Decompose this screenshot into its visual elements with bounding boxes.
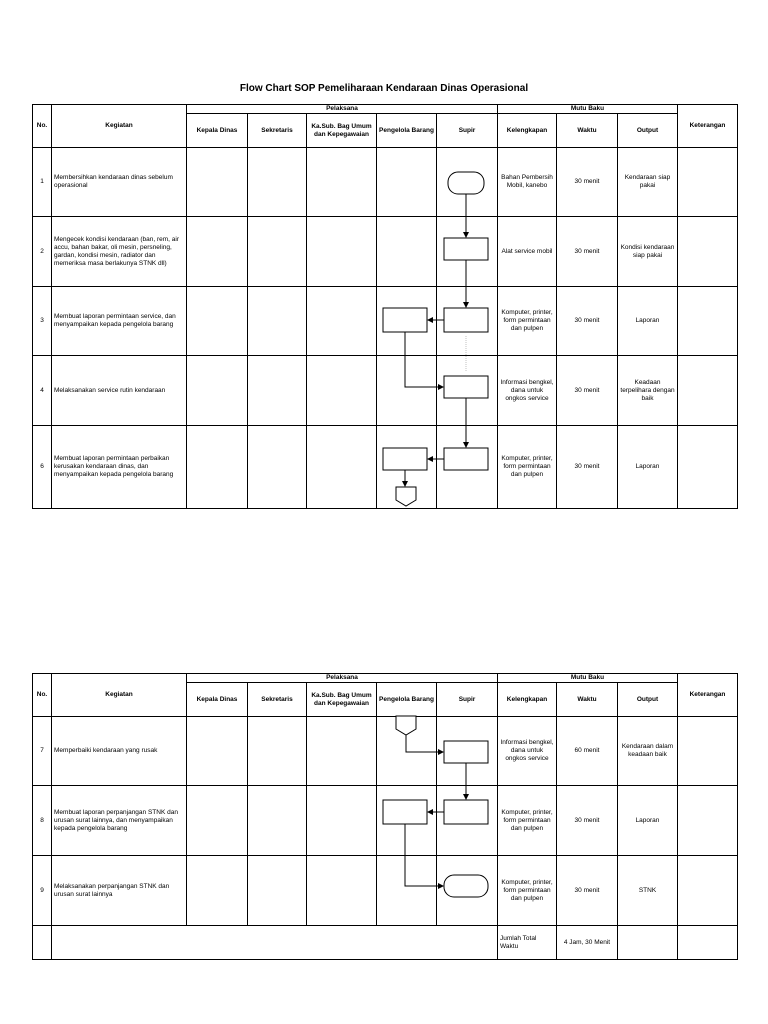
row-kegiatan: Memperbaiki kendaraan yang rusak (52, 717, 187, 786)
row-no: 1 (33, 148, 52, 217)
total-value: 4 Jam, 30 Menit (557, 926, 618, 960)
table-row (33, 287, 738, 356)
table-row (33, 786, 738, 856)
row-no: 4 (33, 356, 52, 426)
row-kelengkapan: Alat service mobil (498, 217, 557, 287)
header-sekretaris: Sekretaris (248, 114, 307, 148)
row-waktu: 30 menit (557, 356, 618, 426)
row-no: 9 (33, 856, 52, 926)
row-output: Keadaan terpelihara dengan baik (618, 356, 678, 426)
row-output: Kendaraan dalam keadaan baik (618, 717, 678, 786)
header-kepala-dinas: Kepala Dinas (187, 683, 248, 717)
row-waktu: 60 menit (557, 717, 618, 786)
page-title: Flow Chart SOP Pemeliharaan Kendaraan Dinas Operasional (239, 83, 529, 94)
row-no: 2 (33, 217, 52, 287)
table-row (33, 717, 738, 786)
header-pengelola: Pengelola Barang (377, 114, 437, 148)
row-output: Laporan (618, 426, 678, 509)
header-pelaksana: Pelaksana (187, 105, 498, 114)
header-pelaksana: Pelaksana (187, 674, 498, 683)
row-no: 3 (33, 287, 52, 356)
header-waktu: Waktu (557, 683, 618, 717)
row-kelengkapan: Komputer, printer, form permintaan dan pulpen (498, 786, 557, 856)
header-kelengkapan: Kelengkapan (498, 114, 557, 148)
row-output: Kondisi kendaraan siap pakai (618, 217, 678, 287)
row-kelengkapan: Informasi bengkel, dana untuk ongkos service (498, 356, 557, 426)
row-no: 8 (33, 786, 52, 856)
row-output: STNK (618, 856, 678, 926)
header-waktu: Waktu (557, 114, 618, 148)
table-row (33, 148, 738, 217)
sop-table-2 (32, 673, 738, 960)
header-mutu-baku: Mutu Baku (498, 674, 678, 683)
table-row (33, 217, 738, 287)
header-kegiatan: Kegiatan (52, 674, 187, 717)
table-row (33, 356, 738, 426)
header-supir: Supir (437, 114, 498, 148)
row-waktu: 30 menit (557, 786, 618, 856)
total-row (33, 926, 738, 960)
header-no: No. (33, 105, 52, 148)
row-kegiatan: Melaksanakan perpanjangan STNK dan urusan surat lainnya (52, 856, 187, 926)
row-waktu: 30 menit (557, 148, 618, 217)
row-kegiatan: Membuat laporan permintaan perbaikan kerusakan kendaraan dinas, dan menyampaikan kepada pengelola barang (52, 426, 187, 509)
row-kegiatan: Membuat laporan permintaan service, dan menyampaikan kepada pengelola barang (52, 287, 187, 356)
row-output: Kendaraan siap pakai (618, 148, 678, 217)
row-kelengkapan: Bahan Pembersih Mobil, kanebo (498, 148, 557, 217)
row-kegiatan: Melaksanakan service rutin kendaraan (52, 356, 187, 426)
table-row (33, 426, 738, 509)
header-kasub: Ka.Sub. Bag Umum dan Kepegawaian (307, 114, 377, 148)
sop-table-1 (32, 104, 738, 509)
row-kegiatan: Membuat laporan perpanjangan STNK dan urusan surat lainnya, dan menyampaikan kepada pengelola barang (52, 786, 187, 856)
header-no: No. (33, 674, 52, 717)
row-kegiatan: Mengecek kondisi kendaraan (ban, rem, air accu, bahan bakar, oli mesin, persneling, gardan, kondisi mesin, radiator dan memeriksa masa berlakunya STNK dll) (52, 217, 187, 287)
header-supir: Supir (437, 683, 498, 717)
row-kelengkapan: Komputer, printer, form permintaan dan pulpen (498, 426, 557, 509)
header-mutu-baku: Mutu Baku (498, 105, 678, 114)
header-kelengkapan: Kelengkapan (498, 683, 557, 717)
header-keterangan: Keterangan (678, 105, 738, 148)
row-no: 6 (33, 426, 52, 509)
header-pengelola: Pengelola Barang (377, 683, 437, 717)
row-kelengkapan: Informasi bengkel, dana untuk ongkos service (498, 717, 557, 786)
row-waktu: 30 menit (557, 856, 618, 926)
row-kegiatan: Membersihkan kendaraan dinas sebelum operasional (52, 148, 187, 217)
header-output: Output (618, 683, 678, 717)
row-kelengkapan: Komputer, printer, form permintaan dan pulpen (498, 856, 557, 926)
row-kelengkapan: Komputer, printer, form permintaan dan pulpen (498, 287, 557, 356)
total-label: Jumlah Total Waktu (498, 926, 557, 960)
header-output: Output (618, 114, 678, 148)
row-output: Laporan (618, 786, 678, 856)
row-waktu: 30 menit (557, 426, 618, 509)
header-kepala-dinas: Kepala Dinas (187, 114, 248, 148)
header-kegiatan: Kegiatan (52, 105, 187, 148)
row-waktu: 30 menit (557, 287, 618, 356)
header-kasub: Ka.Sub. Bag Umum dan Kepegawaian (307, 683, 377, 717)
row-output: Laporan (618, 287, 678, 356)
header-keterangan: Keterangan (678, 674, 738, 717)
table-row (33, 856, 738, 926)
header-sekretaris: Sekretaris (248, 683, 307, 717)
row-no: 7 (33, 717, 52, 786)
row-waktu: 30 menit (557, 217, 618, 287)
